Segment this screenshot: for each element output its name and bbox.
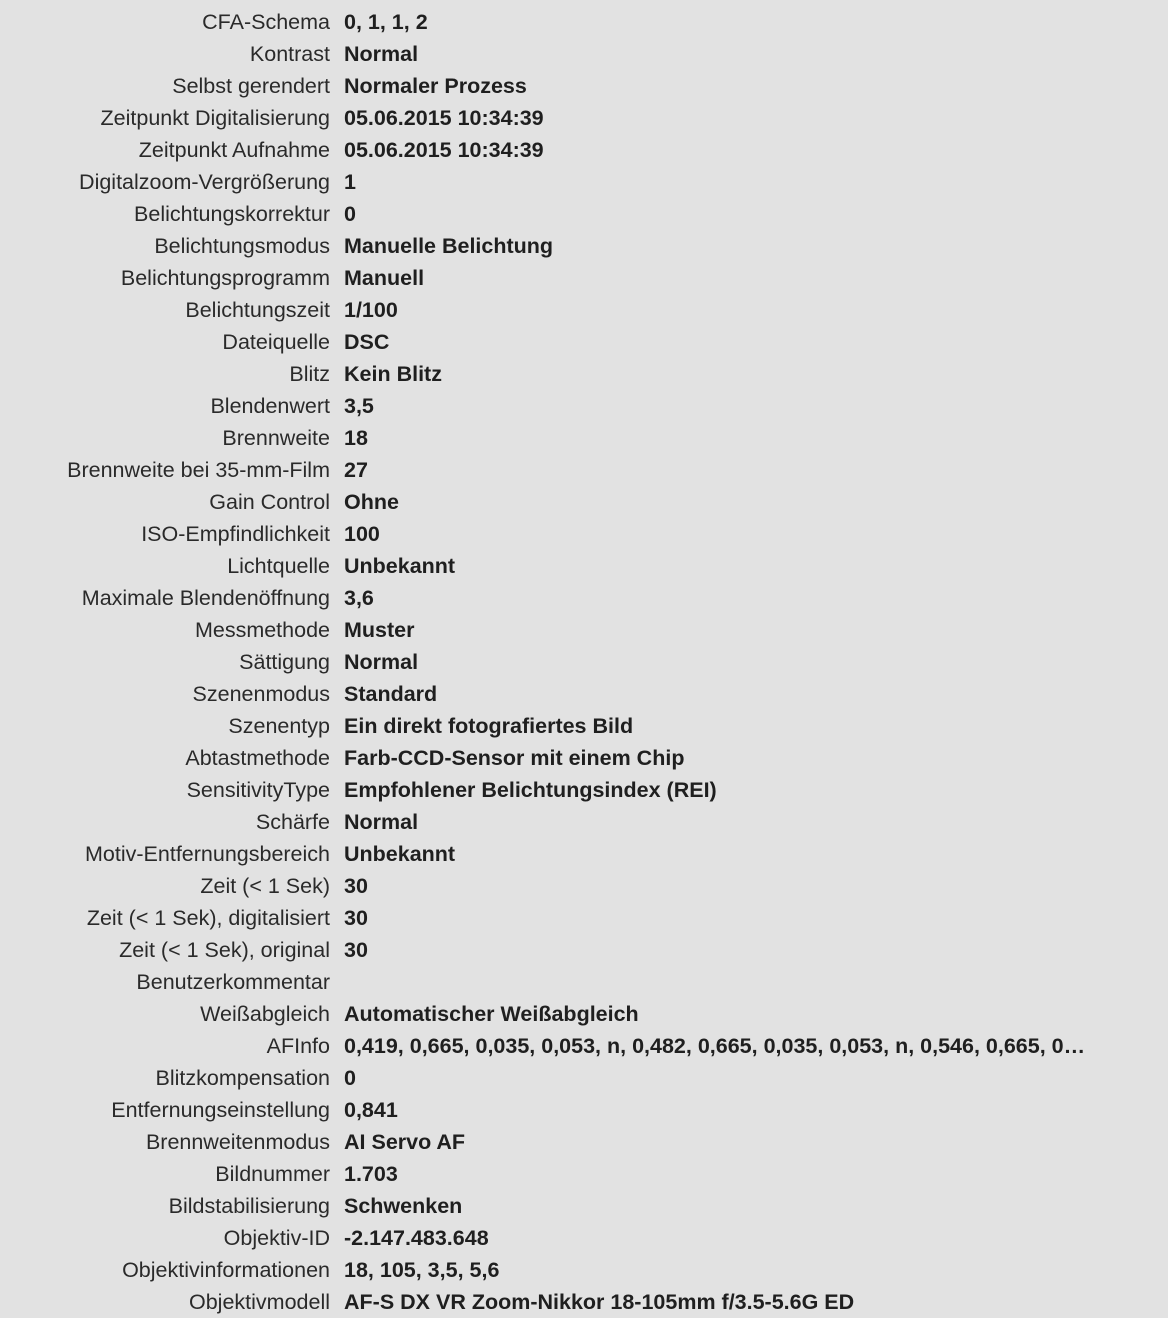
metadata-row [0,998,1168,1030]
metadata-row [0,934,1168,966]
metadata-label: Benutzerkommentar [136,970,330,994]
metadata-value[interactable]: 18 [344,426,368,450]
metadata-row [0,486,1168,518]
metadata-value[interactable]: Normal [344,650,419,674]
metadata-label: ISO-Empfindlichkeit [141,522,330,546]
metadata-value[interactable]: Muster [344,618,415,642]
metadata-value[interactable]: 1/100 [344,298,398,322]
metadata-value[interactable]: 05.06.2015 10:34:39 [344,138,544,162]
metadata-row [0,166,1168,198]
metadata-label: Maximale Blendenöffnung [81,586,330,610]
metadata-row [0,806,1168,838]
metadata-label: CFA-Schema [202,10,330,34]
metadata-row [0,198,1168,230]
metadata-value[interactable]: 05.06.2015 10:34:39 [344,106,544,130]
metadata-value[interactable]: 0,419, 0,665, 0,035, 0,053, n, 0,482, 0,665, 0,035, 0,053, n, 0,546, 0,665, 0… [344,1034,1086,1058]
metadata-row [0,1286,1168,1318]
metadata-label: Kontrast [249,42,330,66]
metadata-value[interactable]: 18, 105, 3,5, 5,6 [344,1258,500,1282]
metadata-value[interactable]: 0, 1, 1, 2 [344,10,428,34]
metadata-label: Blitzkompensation [155,1066,330,1090]
metadata-row [0,294,1168,326]
metadata-value[interactable]: DSC [344,330,390,354]
metadata-value[interactable]: Farb-CCD-Sensor mit einem Chip [344,746,685,770]
metadata-value[interactable]: Unbekannt [344,554,456,578]
metadata-row [0,1062,1168,1094]
metadata-row [0,774,1168,806]
metadata-label: Brennweitenmodus [145,1130,330,1154]
metadata-row [0,742,1168,774]
metadata-label: Blitz [289,362,330,386]
metadata-row [0,70,1168,102]
metadata-label: Zeitpunkt Aufnahme [138,138,330,162]
metadata-value[interactable]: 0 [344,202,356,226]
metadata-value[interactable]: Automatischer Weißabgleich [344,1002,639,1026]
metadata-row [0,326,1168,358]
metadata-label: AFInfo [266,1034,330,1058]
metadata-row [0,518,1168,550]
metadata-value[interactable]: -2.147.483.648 [344,1226,489,1250]
metadata-label: Belichtungsprogramm [120,266,330,290]
metadata-label: Szenentyp [228,714,330,738]
metadata-row [0,838,1168,870]
metadata-label: Gain Control [209,490,330,514]
metadata-list [0,6,1168,1318]
metadata-value[interactable]: 3,6 [344,586,374,610]
metadata-value[interactable]: 100 [344,522,380,546]
metadata-value[interactable]: Normaler Prozess [344,74,527,98]
metadata-label: Digitalzoom-Vergrößerung [79,170,330,194]
metadata-row [0,1094,1168,1126]
metadata-label: Blendenwert [210,394,330,418]
metadata-row [0,1254,1168,1286]
metadata-row [0,614,1168,646]
metadata-label: Objektivmodell [189,1290,330,1314]
metadata-value[interactable]: 1 [344,170,356,194]
metadata-row [0,646,1168,678]
metadata-row [0,582,1168,614]
metadata-row [0,966,1168,998]
metadata-value[interactable]: 3,5 [344,394,374,418]
metadata-value[interactable]: Manuelle Belichtung [344,234,554,258]
metadata-label: Selbst gerendert [172,74,330,98]
metadata-row [0,102,1168,134]
metadata-value[interactable]: 30 [344,874,368,898]
metadata-row [0,1190,1168,1222]
metadata-row [0,678,1168,710]
metadata-label: Bildnummer [215,1162,330,1186]
metadata-label: Motiv-Entfernungsbereich [85,842,330,866]
metadata-row [0,262,1168,294]
metadata-value[interactable]: 1.703 [344,1162,398,1186]
metadata-label: Zeitpunkt Digitalisierung [100,106,330,130]
metadata-label: Sättigung [239,650,330,674]
metadata-label: Szenenmodus [192,682,330,706]
metadata-value[interactable] [344,966,1154,998]
metadata-label: Dateiquelle [222,330,330,354]
metadata-value[interactable]: Unbekannt [344,842,456,866]
metadata-row [0,390,1168,422]
metadata-label: Belichtungszeit [185,298,330,322]
metadata-label: Messmethode [194,618,330,642]
metadata-row [0,38,1168,70]
metadata-label: Schärfe [255,810,330,834]
metadata-value[interactable]: 0,841 [344,1098,398,1122]
metadata-row [0,1126,1168,1158]
metadata-value[interactable]: Standard [344,682,438,706]
metadata-row [0,1222,1168,1254]
metadata-value[interactable]: Ohne [344,490,399,514]
metadata-label: Weißabgleich [200,1002,330,1026]
metadata-row [0,902,1168,934]
metadata-label: Bildstabilisierung [168,1194,330,1218]
metadata-label: Zeit (< 1 Sek), digitalisiert [86,906,330,930]
metadata-label: Brennweite bei 35-mm-Film [67,458,330,482]
metadata-row [0,1158,1168,1190]
metadata-label: Brennweite [222,426,330,450]
metadata-value[interactable]: 30 [344,938,368,962]
metadata-row [0,422,1168,454]
metadata-label: Entfernungseinstellung [111,1098,330,1122]
metadata-row [0,358,1168,390]
metadata-row [0,870,1168,902]
metadata-label: Abtastmethode [185,746,330,770]
metadata-row [0,134,1168,166]
metadata-row [0,550,1168,582]
metadata-value[interactable]: Kein Blitz [344,362,442,386]
metadata-row [0,454,1168,486]
metadata-value[interactable]: Manuell [344,266,425,290]
metadata-label: Objektivinformationen [122,1258,330,1282]
metadata-value[interactable]: 27 [344,458,368,482]
metadata-label: Objektiv-ID [223,1226,330,1250]
metadata-row [0,230,1168,262]
metadata-row [0,6,1168,38]
metadata-value[interactable]: Normal [344,810,419,834]
metadata-value[interactable]: AI Servo AF [344,1130,466,1154]
metadata-value[interactable]: AF-S DX VR Zoom-Nikkor 18-105mm f/3.5-5.6G ED [344,1290,855,1314]
metadata-value[interactable]: Normal [344,42,419,66]
metadata-label: Belichtungsmodus [154,234,330,258]
metadata-value[interactable]: Empfohlener Belichtungsindex (REI) [344,778,717,802]
metadata-value[interactable]: 30 [344,906,368,930]
metadata-row [0,710,1168,742]
metadata-label: Zeit (< 1 Sek) [200,874,330,898]
metadata-label: SensitivityType [186,778,330,802]
metadata-label: Lichtquelle [227,554,330,578]
metadata-value[interactable]: Ein direkt fotografiertes Bild [344,714,634,738]
metadata-value[interactable]: 0 [344,1066,356,1090]
metadata-label: Zeit (< 1 Sek), original [119,938,330,962]
metadata-row [0,1030,1168,1062]
metadata-label: Belichtungskorrektur [134,202,330,226]
metadata-value[interactable]: Schwenken [344,1194,463,1218]
